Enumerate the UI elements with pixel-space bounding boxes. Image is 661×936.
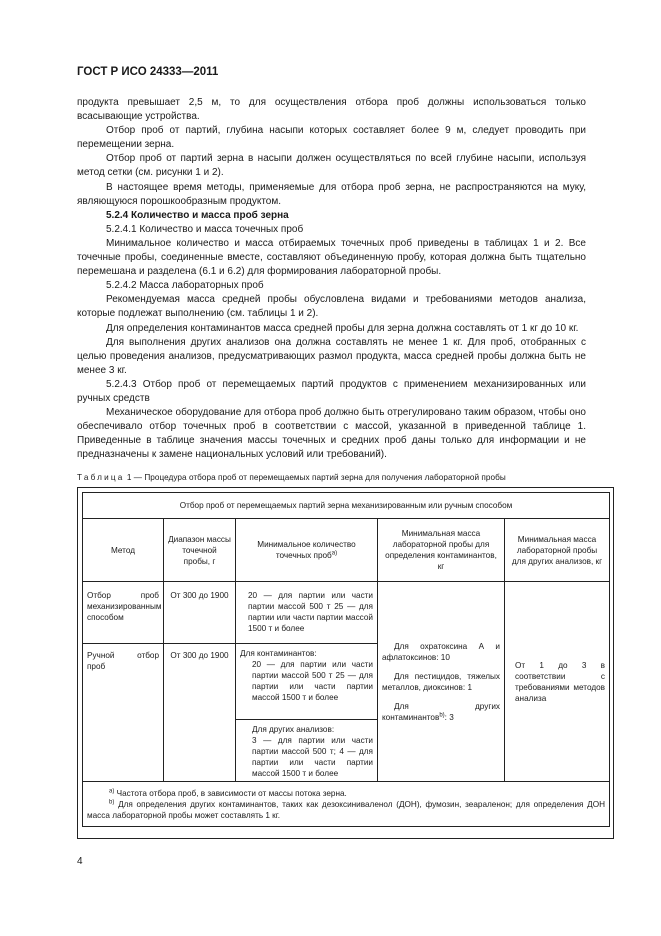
footnote-ref: а) — [331, 550, 338, 557]
column-header-min-count — [236, 519, 378, 582]
row2-count-a: 20 — для партии или части партии массой 500 т 25 — для партии или части партии массой 1500 т и более — [252, 660, 373, 702]
contaminants-value-cell — [378, 582, 505, 782]
contaminants-value-3-text: Для других контаминантов — [382, 701, 500, 722]
table-caption-text: 1 — Процедура отбора проб от перемещаемых партий зерна для получения лабораторной пробы — [126, 473, 506, 482]
footnote-a — [87, 788, 605, 799]
page-number: 4 — [77, 856, 83, 867]
row1-range: От 300 до 1900 — [164, 582, 236, 644]
subsection-heading-5-2-4-2: 5.2.4.2 Масса лабораторных проб — [106, 280, 264, 292]
footnote-b — [87, 799, 605, 821]
row2-range: От 300 до 1900 — [164, 644, 236, 782]
row2-count-other — [236, 720, 378, 782]
paragraph: Минимальное количество и масса отбираемых точечных проб приведены в таблицах 1 и 2. Все точечные пробы, соединенные вместе, составляют объединенную пробу, которая должна быть тщательно перемешана и разделена (6.1 и 6.2) для формирования лабораторной пробы. — [77, 237, 586, 278]
paragraph: продукта превышает 2,5 м, то для осуществления отбора проб должны использоваться только всасывающие устройства. — [77, 97, 586, 123]
table-caption-label: Таблица — [77, 473, 125, 482]
table-top-header: Отбор проб от перемещаемых партий зерна механизированным или ручным способом — [83, 493, 610, 519]
column-header-other: Минимальная масса лабораторной пробы для других анализов, кг — [505, 519, 610, 582]
subsection-heading-5-2-4-1: 5.2.4.1 Количество и масса точечных проб — [106, 223, 304, 235]
paragraph: Рекомендуемая масса средней пробы обусловлена видами и требованиями методов анализа, которые подлежат выполнению (см. таблицы 1 и 2). — [77, 294, 586, 320]
row1-method: Отбор проб механизированным способом — [83, 582, 164, 644]
document-header: ГОСТ Р ИСО 24333—2011 — [77, 66, 219, 78]
column-header-method: Метод — [83, 519, 164, 582]
contaminants-value-1: Для охратоксина А и афлатоксинов: 10 — [382, 641, 500, 662]
row2-method: Ручной отбор проб — [83, 644, 164, 782]
row2-count-contaminants — [236, 644, 378, 720]
column-header-range: Диапазон массы точечной пробы, г — [164, 519, 236, 582]
table-frame — [77, 487, 614, 839]
column-header-min-count-text: Минимальное количество точечных проб — [257, 540, 356, 560]
column-header-contaminants: Минимальная масса лабораторной пробы для определения контаминантов, кг — [378, 519, 505, 582]
paragraph: Механическое оборудование для отбора проб должно быть отрегулировано таким образом, чтобы оно обеспечивало отбор точечных проб в соответствии с массой, указанной в приведенной таблице 1. Приведенные в таблице значения массы точечных и средних проб даны только для информации и не предназначены к замене национальных условий или требований). — [77, 407, 586, 461]
table-footnotes — [83, 782, 610, 827]
contaminants-value-3 — [382, 701, 500, 723]
footnote-a-mark: а) — [109, 788, 115, 795]
paragraph: Для выполнения других анализов она должна составлять не менее 1 кг. Для проб, отобранных с целью проведения анализов, предусматривающих размол продукта, масса средней пробы должна быть не менее 3 кг. — [77, 336, 586, 376]
section-heading-5-2-4: 5.2.4 Количество и масса проб зерна — [106, 209, 289, 221]
paragraph: В настоящее время методы, применяемые для отбора проб зерна, не распространяются на муку, являющуюся порошкообразным продуктом. — [77, 181, 586, 207]
paragraph: Отбор проб от партий зерна в насыпи должен осуществляться по всей глубине насыпи, используя метод сетки (см. рисунки 1 и 2). — [77, 153, 586, 179]
footnote-a-text: Частота отбора проб, в зависимости от массы потока зерна. — [116, 789, 347, 798]
table-caption — [77, 473, 617, 482]
paragraph: Для определения контаминантов масса средней пробы для зерна должна составлять от 1 кг до 10 кг. — [106, 322, 579, 334]
other-value-cell: От 1 до 3 в соответствии с требованиями методов анализа — [505, 582, 610, 782]
subsection-heading-5-2-4-3: 5.2.4.3 Отбор проб от перемещаемых партий продуктов с применением механизированных или ручных средств — [77, 378, 586, 404]
sampling-table — [82, 492, 610, 827]
row2-count-a-title: Для контаминантов: — [240, 649, 317, 658]
row1-count: 20 — для партии или части партии массой 500 т 25 — для партии или части партии массой 1500 т и более — [236, 582, 378, 644]
contaminants-value-2: Для пестицидов, тяжелых металлов, диоксинов: 1 — [382, 671, 500, 692]
footnote-b-text: Для определения других контаминантов, таких как дезоксиниваленол (ДОН), фумозин, зеараленон; для определения ДОН масса лабораторной пробы может составлять 1 кг. — [87, 800, 606, 820]
row2-count-b: 3 — для партии или части партии массой 500 т; 4 — для партии или части партии массой 1500 т и более — [252, 736, 373, 778]
body-text — [77, 96, 586, 462]
row2-count-b-title: Для других анализов: — [252, 725, 335, 734]
footnote-ref: b) — [439, 711, 445, 718]
paragraph: Отбор проб от партий, глубина насыпи которых составляет более 9 м, следует проводить при перемещении зерна. — [77, 125, 586, 151]
footnote-b-mark: b) — [109, 799, 115, 806]
contaminants-value-3-end: : 3 — [444, 712, 454, 722]
